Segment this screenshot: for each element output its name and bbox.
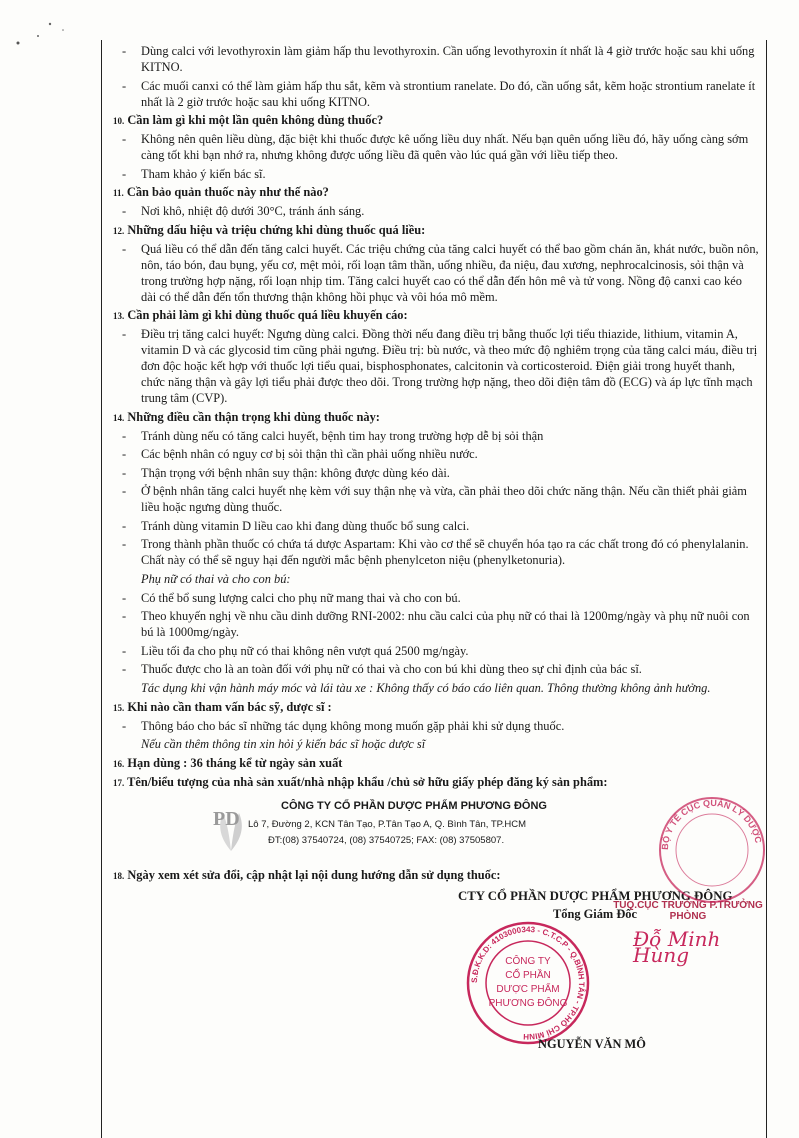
section-heading bbox=[113, 699, 759, 716]
list-item-text: Ở bệnh nhân tăng calci huyết nhẹ kèm với suy thận nhẹ và vừa, cần phải theo dõi chức năng thận. Nếu cần thiết phải giảm liều hoặc ngưng dùng thuốc. bbox=[141, 484, 747, 514]
italic-note: Phụ nữ có thai và cho con bú: bbox=[141, 571, 291, 586]
bullet-dash: - bbox=[122, 428, 127, 443]
bullet-dash: - bbox=[122, 166, 127, 181]
section-heading bbox=[113, 774, 759, 791]
bullet-dash: - bbox=[122, 662, 127, 676]
bullet-dash: - bbox=[122, 590, 127, 605]
list-item bbox=[113, 590, 759, 606]
company-logo bbox=[211, 799, 251, 854]
italic-note: Nếu cần thêm thông tin xin hỏi ý kiến bác sĩ hoặc dược sĩ bbox=[141, 737, 426, 751]
section-number: 15. bbox=[113, 702, 125, 713]
italic-note: Tác dụng khi vận hành máy móc và lái tàu xe : Không thấy có báo cáo liên quan. Thông thường không ảnh hưởng. bbox=[141, 680, 711, 695]
list-item bbox=[113, 483, 759, 515]
list-item bbox=[113, 131, 759, 163]
signature-title: Tổng Giám Đốc bbox=[553, 907, 637, 921]
stamp-line: DƯỢC PHẨM bbox=[496, 984, 560, 995]
section-number: 12. bbox=[113, 225, 125, 236]
list-item-text: Không nên quên liều dùng, đặc biệt khi thuốc được kê uống liều duy nhất. Nếu bạn quên uống liều đó, hãy uống càng sớm càng tốt khi bạn nhớ ra, nhưng không được uống liều đã quên vào lúc quá gần với liều tiếp theo. bbox=[141, 132, 749, 162]
bullet-dash: - bbox=[122, 78, 127, 93]
list-item-text: Nơi khô, nhiệt độ dưới 30°C, tránh ánh sáng. bbox=[141, 204, 365, 218]
section-title: Tên/biểu tượng của nhà sản xuất/nhà nhập khẩu /chủ sở hữu giấy phép đăng ký sản phẩm: bbox=[127, 775, 608, 789]
stamp-ring-text: S.Đ.K.K.D: 4103000343 - C.T.C.P - Q.BÌNH TÂN - TP.HỒ CHÍ MINH bbox=[469, 924, 587, 1042]
section-title: Hạn dùng : 36 tháng kể từ ngày sản xuất bbox=[127, 756, 343, 770]
section-heading bbox=[113, 755, 759, 772]
bullet-dash: - bbox=[122, 132, 127, 146]
list-item-text: Các muối canxi có thể làm giảm hấp thu sắt, kẽm và strontium ranelate. Do đó, cần uống sắt, kẽm hoặc strontium ranelate ít nhất là 2 giờ trước hoặc sau khi uống KITNO. bbox=[141, 78, 756, 109]
section-number: 11. bbox=[113, 188, 124, 198]
bullet-dash: - bbox=[122, 518, 127, 533]
bullet-dash: - bbox=[122, 609, 127, 623]
list-item-text: Thông báo cho bác sĩ những tác dụng không mong muốn gặp phải khi sử dụng thuốc. bbox=[141, 718, 565, 733]
list-item bbox=[113, 326, 759, 406]
stamp-line: CÔNG TY bbox=[505, 956, 551, 967]
section-title: Cần làm gì khi một lần quên không dùng thuốc? bbox=[127, 113, 384, 127]
list-item bbox=[113, 643, 759, 659]
list-item bbox=[113, 43, 759, 75]
stamp-line: CỔ PHẦN bbox=[505, 970, 551, 981]
bullet-dash: - bbox=[122, 465, 127, 480]
bullet-dash: - bbox=[122, 537, 127, 551]
handwritten-signature: Đỗ Minh Hùng bbox=[633, 927, 721, 967]
section-title: Cần bảo quản thuốc này như thế nào? bbox=[126, 185, 329, 199]
scan-speckles bbox=[0, 0, 80, 60]
bullet-dash: - bbox=[122, 447, 127, 461]
section-heading bbox=[113, 184, 759, 201]
section-title: Những dấu hiệu và triệu chứng khi dùng thuốc quá liều: bbox=[127, 222, 426, 237]
bullet-dash: - bbox=[122, 718, 127, 733]
authorization-note: TUQ.CỤC TRƯỞNG P.TRƯỞNG PHÒNG bbox=[613, 900, 763, 922]
signature-block bbox=[113, 886, 763, 1061]
list-item bbox=[113, 428, 759, 444]
list-item bbox=[113, 446, 759, 462]
signatory-name: NGUYỄN VĂN MÔ bbox=[538, 1037, 646, 1051]
list-item-text: Theo khuyến nghị về nhu cầu dinh dưỡng RNI-2002: nhu cầu calci của phụ nữ có thai là 1200mg/ngày và phụ nữ nuôi con bú là 1000mg/ngày. bbox=[141, 609, 750, 639]
bullet-dash: - bbox=[122, 44, 127, 58]
bullet-dash: - bbox=[122, 484, 127, 498]
bullet-dash: - bbox=[122, 241, 127, 256]
list-item bbox=[113, 536, 759, 568]
company-name: CÔNG TY CỔ PHẦN DƯỢC PHẨM PHƯƠNG ĐÔNG bbox=[281, 800, 547, 812]
list-item-text: Tham khảo ý kiến bác sĩ. bbox=[141, 166, 266, 181]
section-number: 14. bbox=[113, 412, 125, 423]
list-item-text: Tránh dùng vitamin D liều cao khi đang dùng thuốc bổ sung calci. bbox=[141, 518, 470, 533]
list-item bbox=[113, 661, 759, 677]
bullet-dash: - bbox=[122, 643, 127, 658]
list-item-text: Quá liều có thể dẫn đến tăng calci huyết. Các triệu chứng của tăng calci huyết có thể bao gồm chán ăn, khát nước, buồn nôn, nôn, táo bón, đau bụng, yếu cơ, mệt mỏi, rối loạn tâm thần, uống nhiều, đa niệu, đau xương, nephrocalcinosis, sỏi thận và trong trường hợp nặng, rối loạn nhịp tim. Tăng calci huyết cao có thể dẫn đến hôn mê và tử vong. Nồng độ canxi cao kéo dài có thể dẫn đến tổn thương thận không hồi phục và vôi hóa mô mềm. bbox=[141, 241, 759, 304]
list-item-text: Các bệnh nhân có nguy cơ bị sỏi thận thì cần phải uống nhiều nước. bbox=[141, 447, 478, 461]
section-number: 10. bbox=[113, 116, 125, 126]
svg-text:BỘ Y TẾ CỤC QUẢN LÝ DƯỢC bbox=[660, 797, 764, 850]
bullet-dash: - bbox=[122, 204, 127, 218]
list-item-text: Thận trọng với bệnh nhân suy thận: không được dùng kéo dài. bbox=[141, 465, 450, 480]
section-heading bbox=[113, 222, 759, 239]
section-title: Ngày xem xét sửa đổi, cập nhật lại nội dung hướng dẫn sử dụng thuốc: bbox=[127, 868, 501, 882]
ministry-seal bbox=[652, 790, 772, 910]
list-item bbox=[113, 518, 759, 534]
list-item-text: Trong thành phần thuốc có chứa tá dược Aspartam: Khi vào cơ thể sẽ chuyển hóa tạo ra các chất trong đó có phenylalanin. Chất này có thể sẽ nguy hại đến người mắc bệnh phenylceton niệu (phenylketonuria). bbox=[141, 537, 749, 567]
company-phone: ĐT:(08) 37540724, (08) 37540725; FAX: (08) 37505807. bbox=[268, 835, 505, 846]
list-item bbox=[113, 718, 759, 734]
section-title: Những điều cần thận trọng khi dùng thuốc này: bbox=[127, 409, 380, 424]
list-item bbox=[113, 203, 759, 219]
section-heading bbox=[113, 112, 759, 129]
list-item-text: Có thể bổ sung lượng calci cho phụ nữ mang thai và cho con bú. bbox=[141, 590, 461, 605]
section-heading bbox=[113, 307, 759, 324]
section-title: Khi nào cần tham vấn bác sỹ, dược sĩ : bbox=[127, 699, 332, 714]
list-item-text: Thuốc được cho là an toàn đối với phụ nữ có thai và cho con bú khi dùng theo sự chỉ định của bác sĩ. bbox=[141, 662, 642, 676]
list-item-text: Tránh dùng nếu có tăng calci huyết, bệnh tim hay trong trường hợp dễ bị sỏi thận bbox=[141, 428, 544, 443]
signature-company: CTY CỔ PHẦN DƯỢC PHẨM PHƯƠNG ĐÔNG bbox=[458, 889, 733, 903]
company-address: Lô 7, Đường 2, KCN Tân Tạo, P.Tân Tạo A, Q. Bình Tân, TP.HCM bbox=[248, 819, 527, 830]
section-number: 13. bbox=[113, 311, 125, 321]
section-title: Cần phải làm gì khi dùng thuốc quá liều khuyến cáo: bbox=[127, 308, 408, 322]
section-number: 17. bbox=[113, 778, 125, 788]
logo-text: PD bbox=[213, 808, 240, 830]
section-number: 16. bbox=[113, 759, 125, 769]
section-heading bbox=[113, 409, 759, 426]
list-item bbox=[113, 465, 759, 481]
section-number: 18. bbox=[113, 871, 125, 881]
list-item bbox=[113, 166, 759, 182]
list-item-text: Liều tối đa cho phụ nữ có thai không nên vượt quá 2500 mg/ngày. bbox=[141, 643, 469, 658]
bullet-dash: - bbox=[122, 327, 127, 341]
list-item-text: Dùng calci với levothyroxin làm giảm hấp thu levothyroxin. Cần uống levothyroxin ít nhất là 4 giờ trước hoặc sau khi uống KITNO. bbox=[141, 44, 755, 74]
stamp-line: PHƯƠNG ĐÔNG bbox=[488, 998, 568, 1009]
seal-ring-text: BỘ Y TẾ CỤC QUẢN LÝ DƯỢC bbox=[659, 797, 764, 851]
list-item bbox=[113, 78, 759, 110]
list-item-text: Điều trị tăng calci huyết: Ngưng dùng calci. Đồng thời nếu đang điều trị bằng thuốc lợi tiểu thiazide, lithium, vitamin A, vitamin D và các glycosid tim cũng phải ngưng. Điều trị: bù nước, và theo mức độ nghiêm trọng của tăng calci máu, điều trị đơn độc hoặc kết hợp với thuốc lợi tiểu quai, bisphosphonates, calcitonin và corticosteroid. Điện giải trong huyết thanh, chức năng thận và gây lợi tiểu phải được theo dõi. Trong trường hợp nặng, theo dõi điện tâm đồ (ECG) và áp lực tĩnh mạch trung tâm (CVP). bbox=[141, 327, 758, 405]
list-item bbox=[113, 241, 759, 305]
list-item bbox=[113, 608, 759, 640]
company-stamp bbox=[463, 918, 593, 1048]
